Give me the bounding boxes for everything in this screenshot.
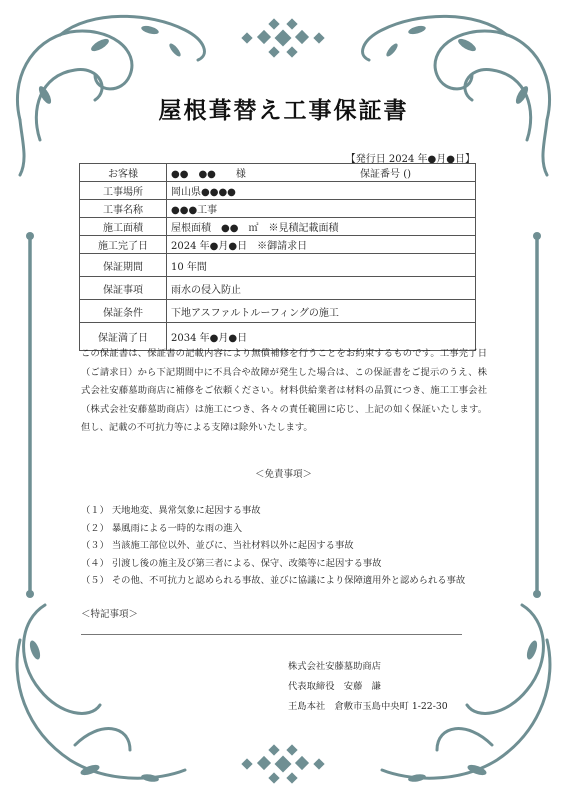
list-item: （２） 暴風雨による一時的な雨の進入 — [81, 522, 243, 534]
table-row — [80, 218, 476, 236]
table-row — [80, 236, 476, 254]
customer-cell — [167, 164, 476, 182]
matter-label: 保証事項 — [80, 277, 167, 300]
special-notes-heading: ＜特記事項＞ — [81, 609, 139, 620]
completion-label: 施工完了日 — [80, 236, 167, 254]
table-row — [80, 254, 476, 277]
table-row — [80, 164, 476, 182]
table-row — [80, 300, 476, 323]
condition-label: 保証条件 — [80, 300, 167, 323]
issue-date: 【発行日 2024 年●月●日】 — [345, 154, 475, 165]
document-title: 屋根葺替え工事保証書 — [158, 97, 409, 124]
exemptions-list — [81, 502, 501, 590]
expiry-value: 2034 年●月●日 — [167, 323, 476, 351]
exemptions-heading: ＜免責事項＞ — [254, 469, 312, 480]
company-name: 株式会社安藤墓助商店 — [288, 661, 381, 672]
company-address: 王島本社 倉敷市玉島中央町 1-22-30 — [288, 701, 448, 712]
list-item: （１） 天地地変、異常気象に起因する事故 — [81, 505, 261, 516]
table-row — [80, 182, 476, 200]
customer-value: ●● ●● 様 — [171, 169, 246, 180]
area-label: 施工面積 — [80, 218, 167, 236]
company-block — [288, 657, 448, 717]
list-item: （４） 引渡し後の施主及び第三者による、保守、改築等に起因する事故 — [81, 557, 382, 569]
customer-label: お客様 — [80, 164, 167, 182]
period-label: 保証期間 — [80, 254, 167, 277]
warranty-info-table — [79, 163, 476, 351]
company-representative: 代表取締役 安藤 謙 — [288, 681, 381, 692]
list-item: （５） その他、不可抗力と認められる事故、並びに協議により保障適用外と認められる事故 — [81, 575, 466, 586]
warranty-body-text: この保証書は、保証書の記載内容により無償補修を行うことをお約束するものです。工事完了日（ご請求日）から下記期間中に不具合や故障が発生した場合は、この保証書をご提示のうえ、株式会社安藤墓助商店に補修をご依頼ください。材料供給業者は材料の品質につき、施工工事会社（株式会社安藤墓助商店）は施工につき、各々の責任範囲に応じ、上記の如く保証いたします。但し、記載の不可抗力等による支障は除外いたします。 — [81, 348, 487, 434]
site-value: 岡山県●●●● — [167, 182, 476, 200]
site-label: 工事場所 — [80, 182, 167, 200]
list-item: （３） 当該施工部位以外、並びに、当社材料以外に起因する事故 — [81, 540, 354, 551]
period-value: 10 年間 — [167, 254, 476, 277]
work-name-value: ●●●工事 — [167, 200, 476, 218]
work-name-label: 工事名称 — [80, 200, 167, 218]
matter-value: 雨水の侵入防止 — [167, 277, 476, 300]
condition-value: 下地アスファルトルーフィングの施工 — [167, 300, 476, 323]
certificate-number: 保証番号 () — [360, 169, 411, 180]
special-notes-line — [81, 634, 462, 635]
expiry-label: 保証満了日 — [80, 323, 167, 351]
area-value: 屋根面積 ●● ㎡ ※見積記載面積 — [167, 218, 476, 236]
table-row — [80, 200, 476, 218]
table-row — [80, 277, 476, 300]
completion-value: 2024 年●月●日 ※御請求日 — [167, 236, 476, 254]
